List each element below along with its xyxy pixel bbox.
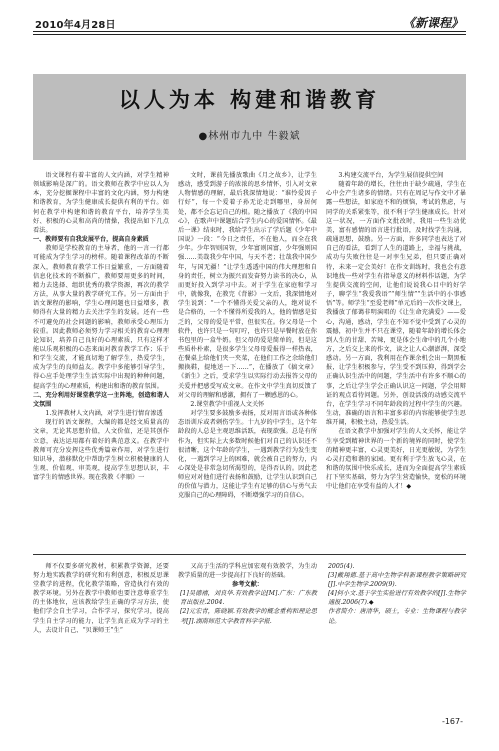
bottom-column-2 — [178, 562, 317, 626]
body-paragraph: 随着年龄的增长，往往由于缺少疏通，学生在心中会产生诸多的情绪。只有在周记与作文中才暴露一些想法，如家庭不和的烦恼，考试的焦虑，与同学的关系紧张等，很不利于学生健康成长。针对这一状况，一方面作文批改时，我用一些生动优美，富有感情的语言进行批语，及时找学生沟通，疏通思想，鼓励。另一方面，许多同学也表达了对自己的看法，看到了人生的道路上，幸福与挑战，成功与失败往往是一对孪生兄弟，但只要正确对待，未来一定会美好！在作文训练时，我也会有意识地找一些对学生有指导意义的材料作话题，为学生提供交流的空间，让他们说说我心目中的好学子，聊学生“我爱我语”“师生情”“生活中的小事感悟”等。师学生“至爱老师”单元后的一次作文课上，我播放了郁蔼非明演唱的《让生命充满爱》——爱心，沟通，感动，学生在不知不觉中受到了心灵的震撼，初中生并不只在课堂，随着年龄的增长体会到人生的甘甜、苦辣，更是体会生命中的几个小地方，之后交上来的作文，读之让人心潮澎湃，深受感动。另一方面，我利用在作课余机会出一期黑板报，让学生积极参与，学生受不到压抑，得到学会正确认识生活中的问题，学生活中有许多不顺心的事，之后让学生学会正确认识这一问题，学会用辩证的观点看待问题。另外，创设活泼的动感交流平台，在学生学习不同年龄段的过程中学生的兴趣。生动，准确的语言和丰富多彩的内容能够使学生思维开阔，积极主动，热爱生活。 — [326, 181, 466, 427]
bottom-column-1 — [33, 562, 169, 635]
text-column-2 — [178, 171, 317, 547]
article-title: 以人为本 构建和谐教育 — [118, 88, 381, 112]
body-paragraph: 文时，课前先播放歌曲《月之故乡》，让学生感动，感受到游子的浓浓的思乡情怀，引入对文章人物情感的理解，最后我深情地说：“谁怜爱因子行好”，每一个爱着子孙无论走到哪里，身居何处，都不会忘记自己的根。随之播放了《我的中国心》，在歌声中课题结合学生内心的爱国情怀。《最后一课》结束时，我给学生出示了学后题《少年中国说》一段：“今日之责任，不在他人，而全在我少年。少年智则国智，少年富则国富，少年强则国强……美哉我少年中国，与天不老；壮哉我中国少年，与国无疆！”让学生透透中国的伟大理想和自身的责任，树立为振兴而发奋努力读书的决心，从而更好投入到学习中去。对于学生在家庭和学习中，就像我，在教完《背影》一文后，我深情地对学生说到：“一个不懂得关爱父亲的人，绝对说不是合格的，一个不懂得所爱我的人，他的情感是贫乏的，父母的爱是平常，但很实在。你父母是一个软件，也许只是一句叮咛，也许只是早餐时放在你书包里的一盒牛奶。但父母的爱是简单的，但是这些质朴朴素，是很多学生父母母爱报得一样热表，在餐桌上给他们夹一夹菜，在他们工作之余给他们搬换鞋，提地送一下……”，在播放了《搞文章》《新生》之后，受求学生以实际行动去报答父母的关爱并把感受写成文章。在作文中学生真切反馈了对父母的理解和感激，拥有了一颗感恩的心。 — [178, 172, 317, 399]
body-paragraph: 对学生要多鼓励多表扬，反对用言语或各种体态语训斥或者刺伤学生。十九岁的中学生，这个年龄段的人总是主观思维活跃，表现欲强。总是有所作为，但实际上大多数时候他们对自己的认识还不很清晰，这个年龄的学生，一遇到教学行为发生变化，一遇到学习上的困难，就会被自己的努力，内心深处是非常急切所渴望的，是得否认的。因此老师应对对他们进行表扬和鼓励，让学生认识到自己的价值与潜力，这能让学生有足够的信心与勇气去克服自己的心理障碍，不断增强学习的自信心。 — [178, 410, 317, 500]
journal-name: 《新课程》 — [402, 16, 463, 30]
bottom-paragraph: 师不仅要多研究教材，积累教学资源，还要努力地实践教学的研究和有利创意，积极反思课堂教学的进程，优化教学策略，营造执行有效的教学环境。另外在教学中教师也要注意尊重学生的主体地位，应该教给学生正确的学习方法，使他们学会自主学习，合作学习，探究学习，提高学生自主学习的能力，让学生真正成为学习的主人，去设计自己、“贝课师王”生“ — [33, 563, 169, 634]
body-paragraph: 1.发挥教材人文内涵，对学生进行情育渗透 — [45, 410, 163, 418]
body-paragraph: 在语文教学中加强对学生的人文关怀，能让学生享受到精神世界的一个新的境界的同时，使学生的精神更丰富，心灵更美好，日光更敏锐，为学生心灵打造和谐的家园。更有利于学生放飞心灵，在和谐的氛围中快乐成长，进而为全面提高学生素质打下坚实基础，努力为学生营造愉快，宽松的环境中让他们在享受有益的人才！◆ — [326, 428, 466, 491]
issue-date: 2010年4月28日 — [35, 20, 116, 31]
reference-item: [1]吴德禧，刘良华.有效教学论[M].广东：广东教育出版社.2004. — [180, 590, 317, 607]
bottom-paragraph: 又高于生活的学科应加宏观有效教学，为生动教学质量的进一步提高打下良好的基础。 — [178, 563, 317, 580]
section-heading: 一、教师要有自我发展平台，提高自身素质 — [33, 236, 149, 244]
header-rule-thin — [33, 34, 466, 35]
section-heading: 二、充分利用好课堂教学这一主阵地，创造和谐人文氛围 — [33, 391, 169, 408]
body-paragraph: 2.课堂教学中重视人文关怀 — [190, 400, 265, 408]
page-number: -167- — [441, 717, 463, 726]
reference-item: 2005(4). — [328, 563, 355, 570]
bottom-column-3 — [326, 562, 466, 626]
section-divider — [33, 554, 466, 555]
text-column-1 — [33, 171, 169, 547]
body-paragraph: 3.构建交流平台，为学生展信提供空间 — [338, 172, 444, 179]
author-note: 作者简介：唐清华，硕士，专业：生物课程与教学论。 — [328, 608, 466, 625]
references-heading: 参考文献： — [232, 581, 263, 589]
body-paragraph: 现行的语文课程，大编的都是经文质量高的文章，无论其思想价值，人文价值，还是其创作立意，表达运用都有着好的典范意义。在教学中教师可充分发挥这些优秀篇章作用，对学生进行知识导，潜移默化中帮助学生树立积极健康的人生观、价值观、审美观，提高学生思想认识，丰富学生的情感世界。现在我教《孝顺》一 — [33, 419, 169, 482]
reference-item: [2]元宏青，陈晓颖.有效教学的概念重构和理论思考[J].湖南师范大学教育科学学报. — [180, 608, 317, 625]
reference-item: [3]戴翔德.基于高中生物学科新课程教学策略研究[J].中学生物学.2009(9). — [328, 572, 466, 589]
body-paragraph: 语文课程有着丰富的人文内涵，对学生精神领域影响是深广的。语文教师在教学中应以人为本，充分挖掘课程中丰富的文化内涵，努力构建和谐教育，为学生健康成长提供有利的平台。如何在教学中构建和谐的教育平台，培养学生美好、积极的心灵和高尚的情操，我提出如下几点看法。 — [33, 172, 169, 234]
author-byline: ●林州市九中 牛毅斌 — [198, 131, 301, 142]
header-rule-thick — [33, 31, 466, 32]
text-column-3 — [326, 171, 466, 547]
body-paragraph: 教师是学校教育的主导者，他的一言一行都可能成为学生学习的榜样。随着课程改革的不断深入，教师教育教学工作日益繁重，一方面随着信息化技术的不断推广，教师要用更多的时间，精力去选择、组织优秀的教学资源，再次的教学方法，从事大量的教学研究工作。另一方面由于语文课程的影响，学生心理问题也日益增多，教师得有大量的精力去关注学生的发展。还有一些不可避免的社会问题的影响，教师承受心理压力较重。因此教师必须努力学习相关的教育心理理论知识，培养自己良好的心理素质，只有这样才能以乐观积极的心态来面对教育教学工作；乐于和学生交流，才能真切地了解学生，热爱学生，成为学生的良师益友。教学中多能够引导学生，得心应手处理学生生活实际中出现的种种问题，提高学生的心理素质，构建出和谐的教育氛围。 — [33, 245, 169, 390]
reference-item: [4]何小文.基于学生实验进行有效教学的[J].生物学通报.2006(7).◆ — [328, 590, 466, 607]
